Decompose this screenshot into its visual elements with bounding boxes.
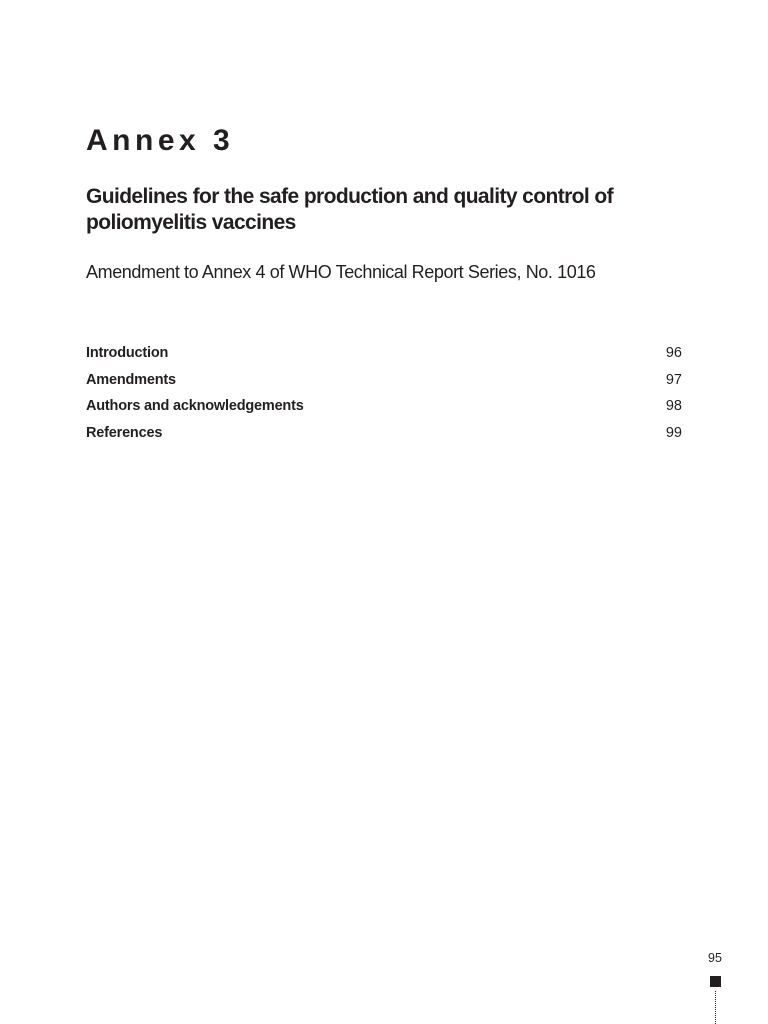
annex-title: Annex 3 xyxy=(86,124,235,157)
toc-entry-label: Authors and acknowledgements xyxy=(86,398,304,415)
toc-entry-label: Amendments xyxy=(86,371,176,388)
toc-entry-amendments[interactable] xyxy=(86,369,682,396)
toc-entry-introduction[interactable] xyxy=(86,342,682,369)
toc-entry-page: 96 xyxy=(665,345,682,361)
page-number: 95 xyxy=(708,951,722,965)
toc-entry-label: References xyxy=(86,424,163,441)
toc-entry-authors[interactable] xyxy=(86,395,682,422)
toc-entry-references[interactable] xyxy=(86,422,682,449)
page-dotted-line xyxy=(715,991,716,1024)
toc-entry-page: 99 xyxy=(665,424,682,441)
toc-entry-label: Introduction xyxy=(86,345,169,361)
toc-entry-page: 97 xyxy=(665,371,682,388)
document-subtitle: Amendment to Annex 4 of WHO Technical Report Series, No. 1016 xyxy=(86,262,596,282)
table-of-contents xyxy=(86,342,682,448)
toc-entry-page: 98 xyxy=(665,398,682,415)
document-title: Guidelines for the safe production and quality control of poliomyelitis vaccines xyxy=(86,185,613,234)
page-marker-square-icon xyxy=(710,976,721,987)
